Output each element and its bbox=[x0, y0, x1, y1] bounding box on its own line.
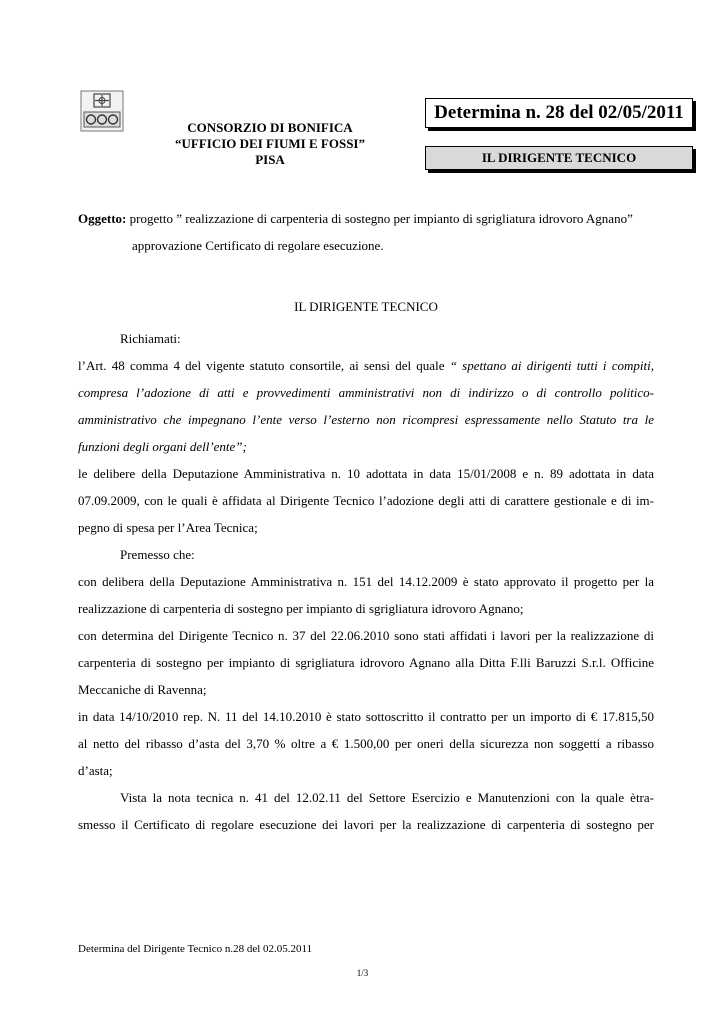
oggetto-label: Oggetto: bbox=[78, 211, 127, 226]
art-paragraph-line-1: l’Art. 48 comma 4 del vigente statuto consortile, ai sensi del quale “ spettano ai dirigenti tutti i compiti, bbox=[78, 358, 654, 373]
premesso-2-line-1: con determina del Dirigente Tecnico n. 37 del 22.06.2010 sono stati affidati i lavori per la realizzazione di bbox=[78, 628, 654, 643]
art-paragraph-line-2: compresa l’adozione di atti e provvedimenti amministrativi non di indirizzo o di controllo politico- bbox=[78, 385, 654, 400]
delibere-line-3: pegno di spesa per l’Area Tecnica; bbox=[78, 520, 258, 535]
org-line-3: PISA bbox=[255, 152, 285, 167]
org-line-1: CONSORZIO DI BONIFICA bbox=[187, 120, 353, 135]
premesso-3-line-2: al netto del ribasso d’asta del 3,70 % oltre a € 1.500,00 per oneri della sicurezza non soggetti a ribasso bbox=[78, 736, 654, 751]
richiamati-label: Richiamati: bbox=[120, 331, 181, 346]
vista-line-2: smesso il Certificato di regolare esecuzione dei lavori per la realizzazione di carpenteria di sostegno per bbox=[78, 817, 654, 832]
consorzio-logo bbox=[80, 90, 124, 132]
dirigente-box: IL DIRIGENTE TECNICO bbox=[425, 146, 693, 170]
page-footer: Determina del Dirigente Tecnico n.28 del 02.05.2011 bbox=[78, 943, 313, 955]
premesso-2-line-2: carpenteria di sostegno per impianto di sgrigliatura idrovoro Agnano alla Ditta F.lli Baruzzi S.r.l. Officine bbox=[78, 655, 654, 670]
document-body bbox=[78, 325, 654, 838]
art-paragraph-line-4: funzioni degli organi dell’ente”; bbox=[78, 439, 247, 454]
premesso-label: Premesso che: bbox=[120, 547, 195, 562]
delibere-line-1: le delibere della Deputazione Amministrativa n. 10 adottata in data 15/01/2008 e n. 89 adottata in data bbox=[78, 466, 654, 481]
premesso-1-line-2: realizzazione di carpenteria di sostegno per impianto di sgrigliatura idrovoro Agnano; bbox=[78, 601, 524, 616]
oggetto-line-2: approvazione Certificato di regolare esecuzione. bbox=[132, 238, 384, 253]
org-line-2: “UFFICIO DEI FIUMI E FOSSI” bbox=[175, 136, 365, 151]
art-paragraph-line-3: amministrativo che impegnano l’ente verso l’esterno non ricompresi espressamente nello Statuto tra le bbox=[78, 412, 654, 427]
page-number: 1/3 bbox=[356, 968, 369, 978]
section-heading: IL DIRIGENTE TECNICO bbox=[294, 299, 438, 314]
premesso-2-line-3: Meccaniche di Ravenna; bbox=[78, 682, 207, 697]
oggetto-section bbox=[78, 205, 654, 259]
delibere-line-2: 07.09.2009, con le quali è affidata al Dirigente Tecnico l’adozione degli atti di carattere gestionale e di im- bbox=[78, 493, 654, 508]
organization-name bbox=[150, 120, 390, 168]
oggetto-line-1: progetto ” realizzazione di carpenteria di sostegno per impianto di sgrigliatura idrovoro Agnano” bbox=[126, 211, 633, 226]
determina-title-box: Determina n. 28 del 02/05/2011 bbox=[425, 98, 693, 128]
premesso-1-line-1: con delibera della Deputazione Amministrativa n. 151 del 14.12.2009 è stato approvato il progetto per la bbox=[78, 574, 654, 589]
premesso-3-line-3: d’asta; bbox=[78, 763, 113, 778]
vista-line-1: Vista la nota tecnica n. 41 del 12.02.11 del Settore Esercizio e Manutenzioni con la quale ètra- bbox=[120, 790, 654, 805]
premesso-3-line-1: in data 14/10/2010 rep. N. 11 del 14.10.2010 è stato sottoscritto il contratto per un importo di € 17.815,50 bbox=[78, 709, 654, 724]
